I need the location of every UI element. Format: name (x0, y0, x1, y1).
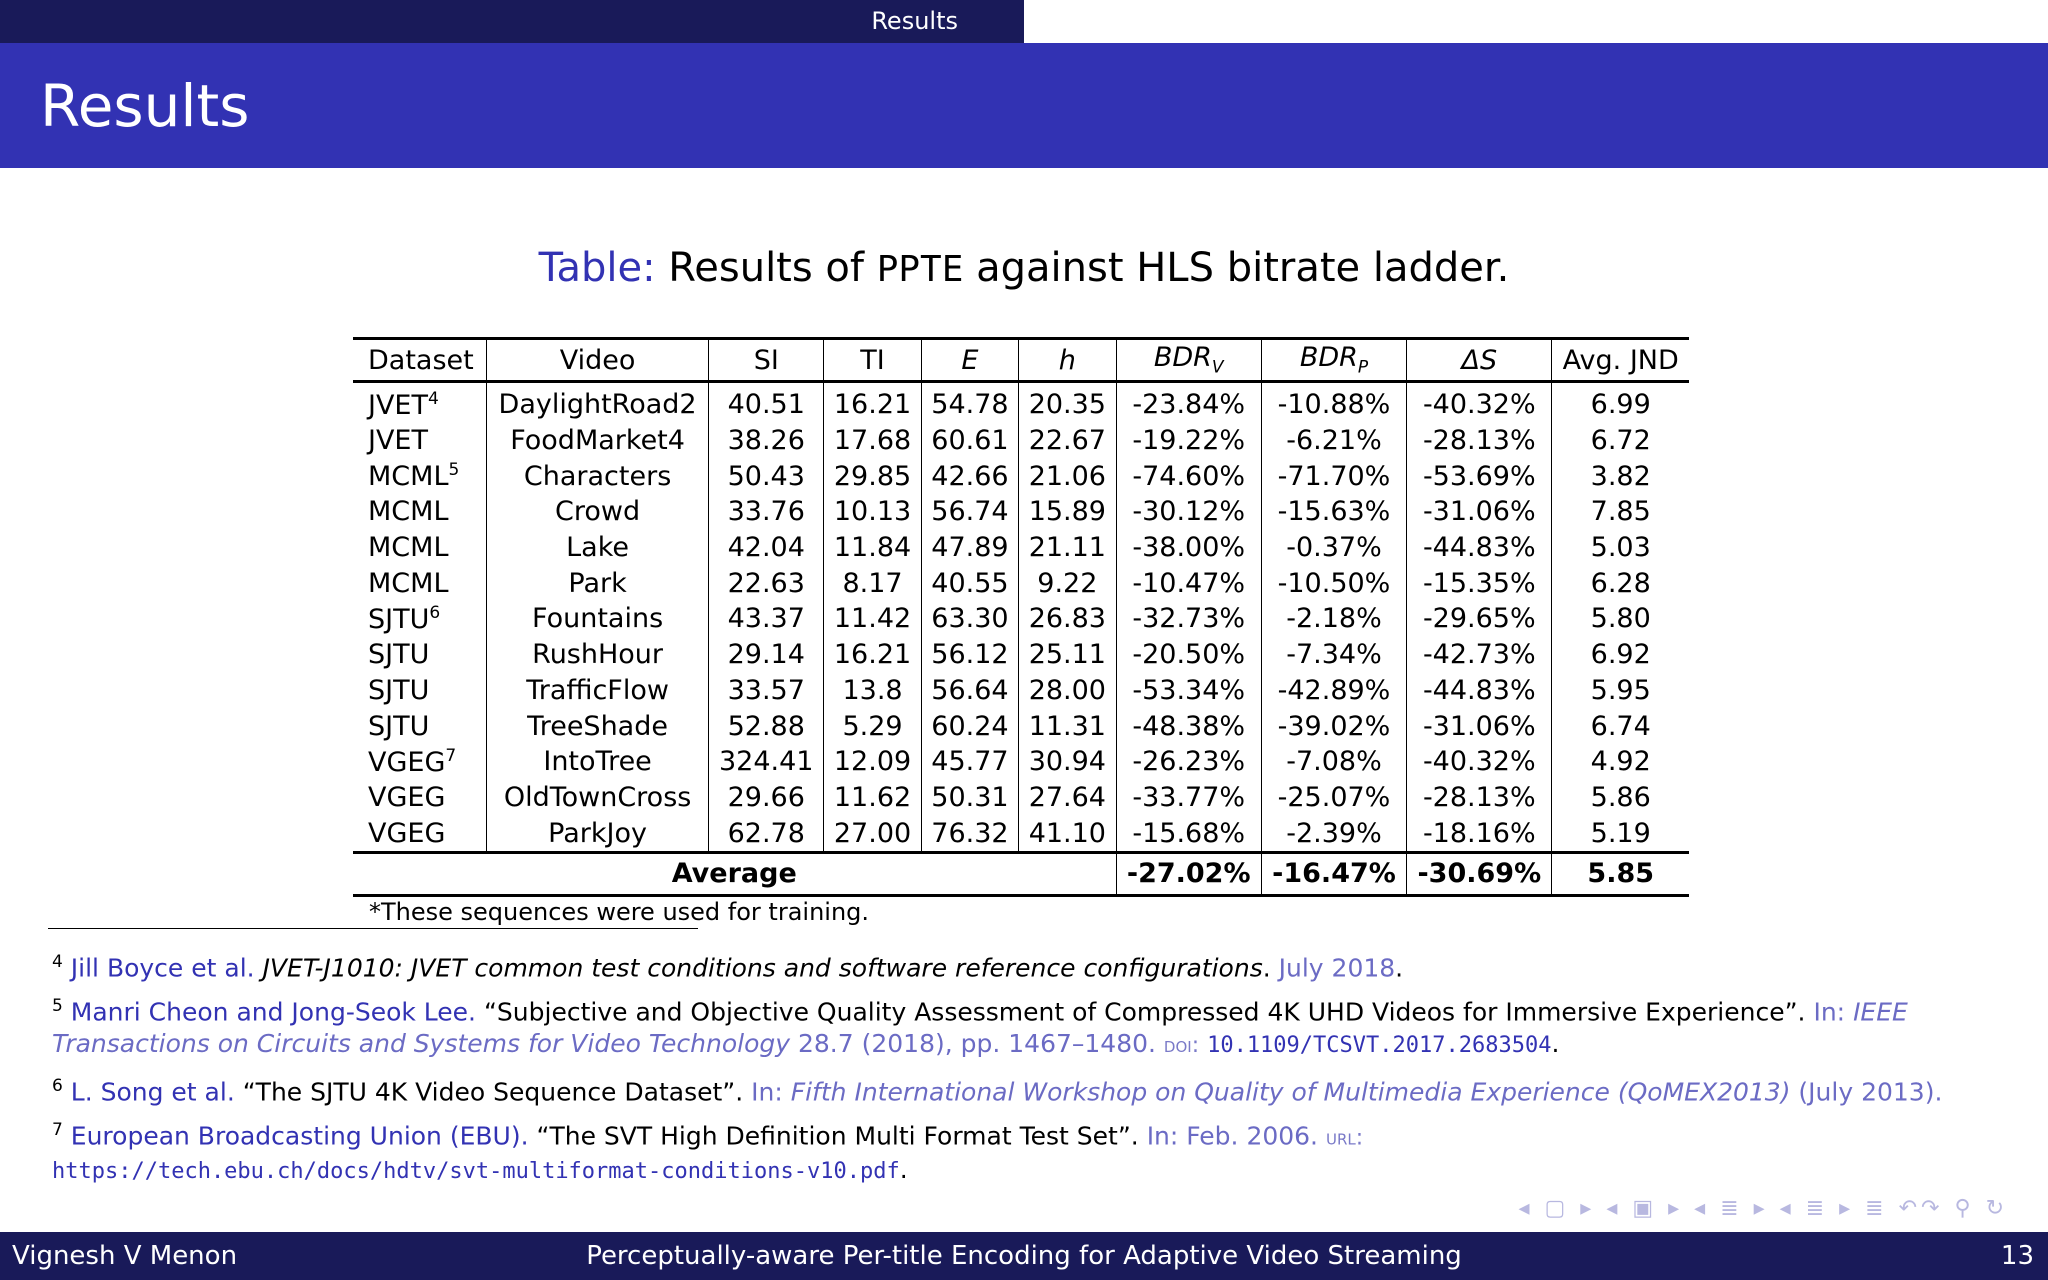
section-title[interactable]: Results (0, 0, 1024, 43)
footnote-date: July 2018 (1278, 953, 1396, 983)
cell-delta-s: -40.32% (1407, 744, 1552, 780)
cell-e: 47.89 (921, 530, 1018, 566)
footnote-author[interactable]: Jill Boyce et al. (70, 953, 255, 983)
footnote-number: 6 (52, 1076, 63, 1096)
cell-e: 60.24 (921, 708, 1018, 744)
cell-dataset: SJTU (353, 708, 486, 744)
table-row (353, 601, 1689, 637)
cell-video: TreeShade (486, 708, 708, 744)
footnote-date: (July 2013). (1798, 1077, 1943, 1107)
table-row (353, 708, 1689, 744)
cell-avg-jnd: 5.95 (1590, 674, 1651, 706)
cell-bdr-p: -15.63% (1261, 494, 1406, 530)
cell-avg-jnd: 6.72 (1590, 425, 1651, 457)
col-dataset: Dataset (353, 339, 486, 382)
cell-delta-s: -28.13% (1407, 780, 1552, 816)
cell-bdr-p: -25.07% (1261, 780, 1406, 816)
table-row (353, 637, 1689, 673)
footnote-number: 5 (52, 996, 63, 1016)
cell-si: 29.14 (709, 637, 824, 673)
cell-e: 56.12 (921, 637, 1018, 673)
cell-bdr-v: -38.00% (1116, 530, 1261, 566)
footnote-author[interactable]: European Broadcasting Union (EBU). (70, 1121, 529, 1151)
cell-dataset: SJTU (353, 637, 486, 673)
col-ti: TI (824, 339, 921, 382)
cell-video: RushHour (486, 637, 708, 673)
cell-si: 42.04 (709, 530, 824, 566)
cell-bdr-v: -20.50% (1116, 637, 1261, 673)
cell-avg-jnd: 6.74 (1590, 710, 1651, 742)
cell-h: 21.06 (1019, 458, 1116, 494)
cell-si: 38.26 (709, 423, 824, 459)
footnote-7: $^7$ European Broadcasting Union (EBU). “The SVT High Definition Multi Format Test Set”. In: Feb. 2006. url: https://tech.ebu.ch/docs/hdtv/svt-multiformat-conditions-v10.pdf. (52, 1120, 1364, 1185)
cell-e: 50.31 (921, 780, 1018, 816)
cell-delta-s: -40.32% (1407, 382, 1552, 423)
cell-e: 45.77 (921, 744, 1018, 780)
cell-avg-jnd: 5.80 (1590, 603, 1651, 635)
col-si: SI (709, 339, 824, 382)
cell-bdr-v: -26.23% (1116, 744, 1261, 780)
cell-bdr-v: -19.22% (1116, 423, 1261, 459)
cell-dataset: VGEG$^7$ (353, 744, 486, 780)
cell-bdr-p: -2.18% (1261, 601, 1406, 637)
average-row (353, 852, 1689, 895)
footnote-5: $^5$ Manri Cheon and Jong-Seok Lee. “Subjective and Objective Quality Assessment of Compressed 4K UHD Videos for Immersive Experience”. In: IEEE Transactions on Circuits and Systems for Video Technology 28.7 (2018), pp. 1467–1480. doi: 10.1109/TCSVT.2017.2683504. (52, 996, 1908, 1059)
table-row (353, 780, 1689, 816)
cell-dataset: SJTU$^6$ (353, 601, 486, 637)
cell-bdr-p: -71.70% (1261, 458, 1406, 494)
footnote-title: JVET-J1010: JVET common test conditions and software reference configurations (262, 953, 1263, 983)
cell-bdr-p: -2.39% (1261, 815, 1406, 852)
cell-si: 29.66 (709, 780, 824, 816)
cell-e: 42.66 (921, 458, 1018, 494)
footnote-title: “The SJTU 4K Video Sequence Dataset”. (242, 1077, 744, 1107)
footnote-number: 7 (52, 1120, 63, 1140)
table-row (353, 673, 1689, 709)
table-note: *These sequences were used for training. (369, 898, 870, 926)
cell-h: 21.11 (1019, 530, 1116, 566)
cell-e: 63.30 (921, 601, 1018, 637)
section-bar (0, 0, 2048, 43)
cell-h: 22.67 (1019, 423, 1116, 459)
footnote-4: $^4$ Jill Boyce et al. JVET-J1010: JVET common test conditions and software reference configurations. July 2018. (52, 952, 1404, 983)
cell-dataset: JVET$^4$ (353, 382, 486, 423)
cell-delta-s: -18.16% (1407, 815, 1552, 852)
cell-bdr-v: -32.73% (1116, 601, 1261, 637)
cell-h: 27.64 (1019, 780, 1116, 816)
cell-ti: 27.00 (824, 815, 921, 852)
footnote-title: “Subjective and Objective Quality Assessment of Compressed 4K UHD Videos for Immersive Experience”. (483, 997, 1806, 1027)
cell-h: 20.35 (1019, 382, 1116, 423)
cell-bdr-p: -10.88% (1261, 382, 1406, 423)
cell-ti: 16.21 (824, 637, 921, 673)
cell-dataset: SJTU (353, 673, 486, 709)
footnote-number: 4 (52, 952, 63, 972)
average-label: Average (353, 852, 1116, 895)
cell-bdr-p: -10.50% (1261, 565, 1406, 601)
footnote-doi-link[interactable]: 10.1109/TCSVT.2017.2683504 (1207, 1033, 1552, 1059)
cell-si: 52.88 (709, 708, 824, 744)
col-avg-jnd: Avg. JND (1552, 339, 1689, 382)
table-row (353, 530, 1689, 566)
footnote-title: “The SVT High Definition Multi Format Test Set”. (536, 1121, 1139, 1151)
cell-video: IntoTree (486, 744, 708, 780)
cell-video: TrafficFlow (486, 673, 708, 709)
cell-si: 22.63 (709, 565, 824, 601)
col-delta-s: ΔS (1407, 339, 1552, 382)
cell-ti: 11.42 (824, 601, 921, 637)
cell-ti: 11.62 (824, 780, 921, 816)
cell-bdr-v: -48.38% (1116, 708, 1261, 744)
footer-author: Vignesh V Menon (12, 1241, 238, 1271)
frame-title: Results (40, 72, 250, 140)
cell-dataset: MCML (353, 494, 486, 530)
cell-si: 62.78 (709, 815, 824, 852)
cell-avg-jnd: 6.99 (1590, 389, 1651, 421)
col-video: Video (486, 339, 708, 382)
cell-bdr-p: -7.34% (1261, 637, 1406, 673)
cell-e: 76.32 (921, 815, 1018, 852)
cell-bdr-v: -74.60% (1116, 458, 1261, 494)
cell-avg-jnd: 5.86 (1590, 781, 1651, 813)
cell-ti: 12.09 (824, 744, 921, 780)
cell-ti: 16.21 (824, 382, 921, 423)
cell-bdr-p: -39.02% (1261, 708, 1406, 744)
average-bdr-v: -27.02% (1116, 852, 1261, 895)
table-row (353, 815, 1689, 852)
table-header-row (353, 339, 1689, 382)
footnote-url-label: url: (1325, 1125, 1364, 1151)
cell-bdr-v: -15.68% (1116, 815, 1261, 852)
footnote-ref[interactable]: 6 (429, 602, 441, 623)
cell-h: 25.11 (1019, 637, 1116, 673)
col-h: h (1019, 339, 1116, 382)
cell-ti: 11.84 (824, 530, 921, 566)
col-bdr-p: $BDR_P$ (1261, 339, 1406, 382)
cell-e: 60.61 (921, 423, 1018, 459)
cell-delta-s: -15.35% (1407, 565, 1552, 601)
cell-h: 41.10 (1019, 815, 1116, 852)
cell-h: 11.31 (1019, 708, 1116, 744)
cell-ti: 10.13 (824, 494, 921, 530)
cell-ti: 5.29 (824, 708, 921, 744)
cell-e: 40.55 (921, 565, 1018, 601)
results-table (353, 337, 1689, 897)
cell-delta-s: -28.13% (1407, 423, 1552, 459)
cell-bdr-v: -33.77% (1116, 780, 1261, 816)
cell-video: Characters (486, 458, 708, 494)
cell-e: 54.78 (921, 382, 1018, 423)
cell-avg-jnd: 3.82 (1590, 460, 1651, 492)
table-row (353, 423, 1689, 459)
footnote-in: In: (1146, 1121, 1179, 1151)
cell-dataset: MCML$^5$ (353, 458, 486, 494)
cell-h: 28.00 (1019, 673, 1116, 709)
cell-delta-s: -44.83% (1407, 673, 1552, 709)
caption-text-pre: Results of (668, 245, 864, 291)
cell-ti: 29.85 (824, 458, 921, 494)
beamer-navigation-icons[interactable]: ◂ ▢ ▸ ◂ ▣ ▸ ◂ ≣ ▸ ◂ ≣ ▸ ≣ ↶↷ ⚲ ↻ (1518, 1196, 2008, 1221)
table-caption (0, 240, 2048, 298)
cell-si: 40.51 (709, 382, 824, 423)
footnote-in: In: (751, 1077, 783, 1107)
frame-title-bar (0, 43, 2048, 168)
footnote-author[interactable]: Manri Cheon and Jong-Seok Lee. (70, 997, 477, 1027)
cell-avg-jnd: 5.19 (1590, 817, 1651, 849)
cell-avg-jnd: 7.85 (1590, 496, 1651, 528)
footnote-venue: IEEE Transactions on Circuits and Systems for Video Technology (52, 997, 1908, 1059)
table-row (353, 494, 1689, 530)
footnote-date: Feb. 2006. (1186, 1121, 1319, 1151)
cell-delta-s: -42.73% (1407, 637, 1552, 673)
footnote-ref[interactable]: 5 (448, 460, 460, 481)
cell-si: 33.57 (709, 673, 824, 709)
footnote-doi-label: doi: (1163, 1033, 1200, 1059)
cell-bdr-v: -53.34% (1116, 673, 1261, 709)
average-delta-s: -30.69% (1407, 852, 1552, 895)
footnote-venue: Fifth International Workshop on Quality of Multimedia Experience (QoMEX2013) (790, 1077, 1791, 1107)
cell-e: 56.64 (921, 673, 1018, 709)
cell-bdr-p: -0.37% (1261, 530, 1406, 566)
cell-bdr-p: -7.08% (1261, 744, 1406, 780)
footnote-ref[interactable]: 4 (428, 388, 439, 409)
cell-avg-jnd: 6.92 (1590, 639, 1651, 671)
footer-talk-title: Perceptually-aware Per-title Encoding for Adaptive Video Streaming (586, 1241, 1462, 1271)
table-row (353, 458, 1689, 494)
cell-video: OldTownCross (486, 780, 708, 816)
cell-ti: 8.17 (824, 565, 921, 601)
cell-si: 33.76 (709, 494, 824, 530)
average-bdr-p: -16.47% (1261, 852, 1406, 895)
footnote-ref[interactable]: 7 (445, 745, 457, 766)
cell-bdr-p: -6.21% (1261, 423, 1406, 459)
caption-method: PPTE (876, 249, 964, 290)
cell-video: FoodMarket4 (486, 423, 708, 459)
cell-delta-s: -29.65% (1407, 601, 1552, 637)
col-bdr-v: $BDR_V$ (1116, 339, 1261, 382)
section-bar-spacer (1024, 0, 2048, 43)
footer-page-number: 13 (2000, 1241, 2034, 1271)
caption-text-post: against HLS bitrate ladder. (976, 245, 1510, 291)
table-row (353, 565, 1689, 601)
footnote-6 (52, 1070, 2002, 1108)
cell-delta-s: -31.06% (1407, 494, 1552, 530)
cell-ti: 17.68 (824, 423, 921, 459)
col-e: E (921, 339, 1018, 382)
footnote-details: 28.7 (2018), pp. 1467–1480. (798, 1029, 1156, 1059)
footnote-url-link[interactable]: https://tech.ebu.ch/docs/hdtv/svt-multiformat-conditions-v10.pdf (52, 1159, 900, 1185)
cell-ti: 13.8 (824, 673, 921, 709)
cell-e: 56.74 (921, 494, 1018, 530)
cell-video: DaylightRoad2 (486, 382, 708, 423)
cell-delta-s: -44.83% (1407, 530, 1552, 566)
cell-h: 30.94 (1019, 744, 1116, 780)
cell-delta-s: -53.69% (1407, 458, 1552, 494)
cell-video: Crowd (486, 494, 708, 530)
cell-bdr-v: -30.12% (1116, 494, 1261, 530)
cell-si: 43.37 (709, 601, 824, 637)
cell-video: Fountains (486, 601, 708, 637)
cell-dataset: MCML (353, 565, 486, 601)
cell-dataset: VGEG (353, 815, 486, 852)
cell-avg-jnd: 5.03 (1590, 532, 1651, 564)
cell-si: 50.43 (709, 458, 824, 494)
footnote-in: In: (1813, 997, 1846, 1027)
cell-video: Lake (486, 530, 708, 566)
cell-h: 9.22 (1019, 565, 1116, 601)
cell-h: 26.83 (1019, 601, 1116, 637)
cell-video: ParkJoy (486, 815, 708, 852)
cell-h: 15.89 (1019, 494, 1116, 530)
cell-dataset: MCML (353, 530, 486, 566)
cell-avg-jnd: 6.28 (1590, 567, 1651, 599)
table-row (353, 744, 1689, 780)
cell-si: 324.41 (709, 744, 824, 780)
cell-dataset: JVET (353, 423, 486, 459)
cell-avg-jnd: 4.92 (1590, 746, 1651, 778)
footnote-rule (48, 928, 698, 929)
footnote-author[interactable]: L. Song et al. (70, 1077, 235, 1107)
cell-delta-s: -31.06% (1407, 708, 1552, 744)
table-row (353, 382, 1689, 423)
cell-bdr-p: -42.89% (1261, 673, 1406, 709)
cell-bdr-v: -23.84% (1116, 382, 1261, 423)
caption-label: Table: (538, 245, 656, 291)
footer-bar (0, 1232, 2048, 1280)
cell-video: Park (486, 565, 708, 601)
cell-dataset: VGEG (353, 780, 486, 816)
average-jnd: 5.85 (1552, 852, 1689, 895)
cell-bdr-v: -10.47% (1116, 565, 1261, 601)
